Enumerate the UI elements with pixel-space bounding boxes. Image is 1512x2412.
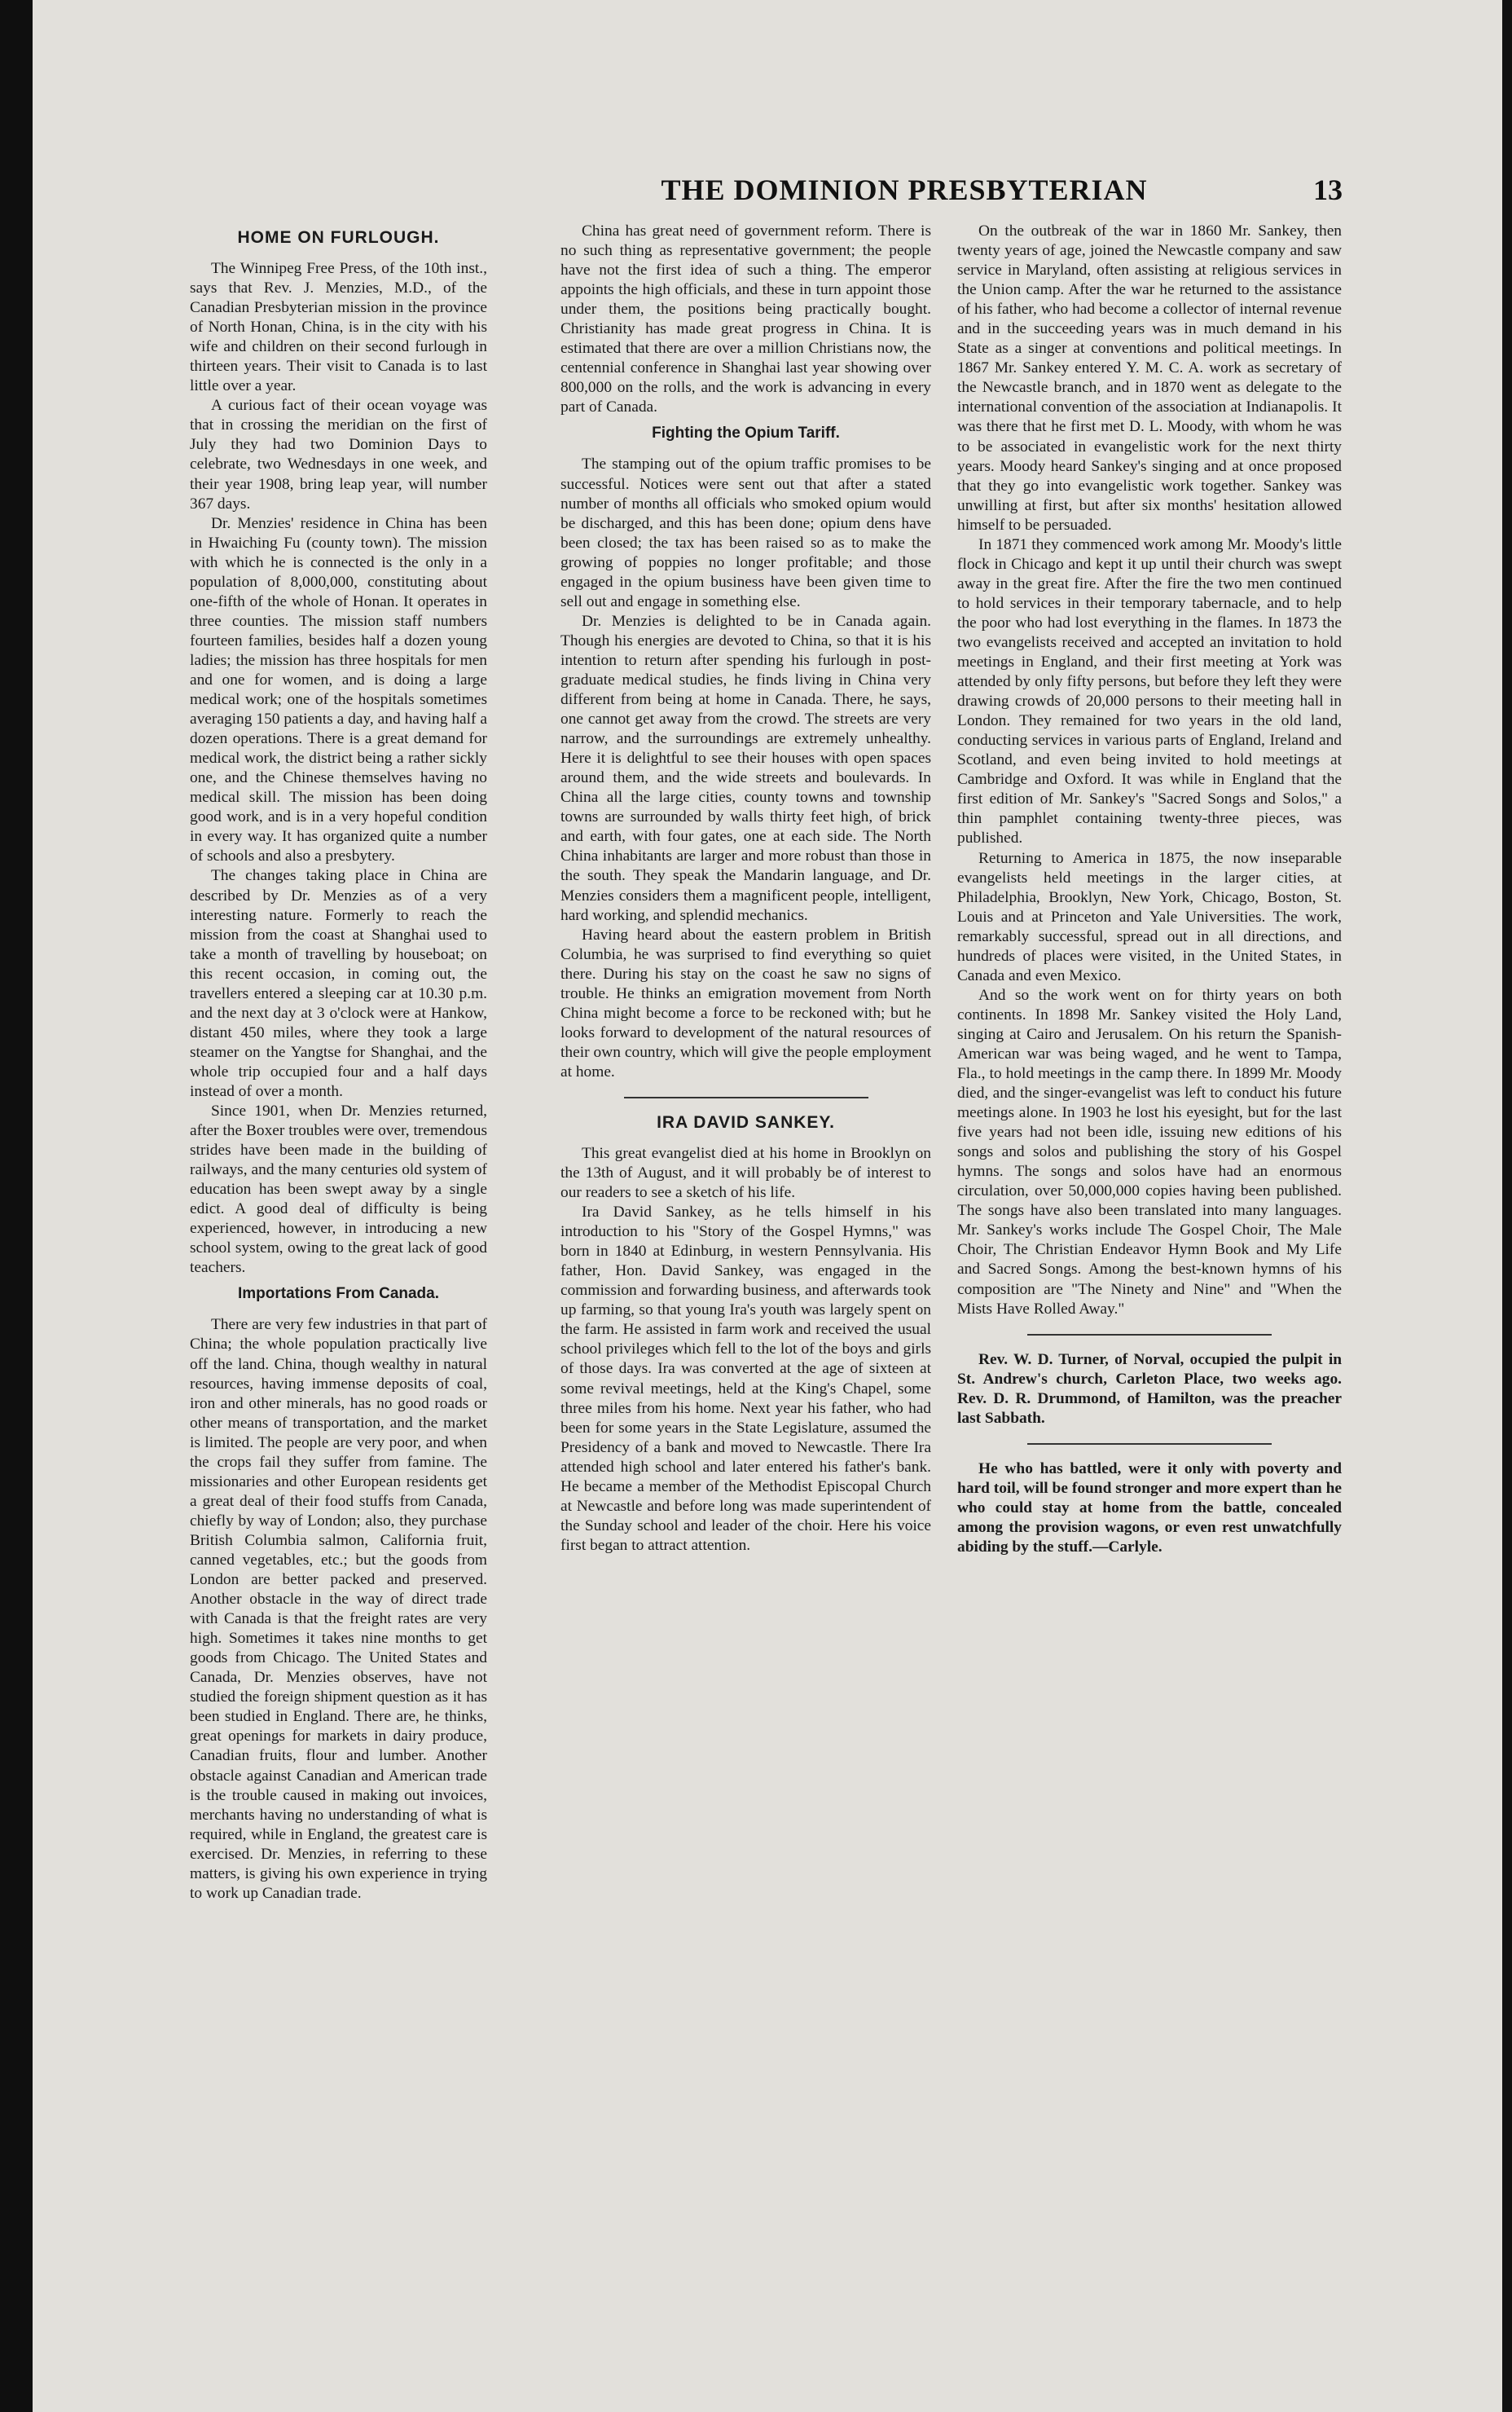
article-heading-home-on-furlough: HOME ON FURLOUGH. bbox=[237, 228, 440, 247]
right-scan-margin bbox=[1502, 0, 1512, 2412]
paragraph: A curious fact of their ocean voyage was that in crossing the meridian on the first of July they had two Dominion Days to celebrate, two Wednesdays in one week, and their year 1908, bring leap year, will number 367 days. bbox=[190, 397, 487, 513]
left-scan-margin bbox=[0, 0, 33, 2412]
section-divider bbox=[624, 1097, 868, 1098]
carlyle-quote: He who has battled, were it only with poverty and hard toil, will be found stronger and more expert than he who could stay at home from the battle, concealed among the provision wagons, or even rest unwatchfully abiding by the stuff.—Carlyle. bbox=[957, 1459, 1342, 1556]
subheading-importations: Importations From Canada. bbox=[237, 1285, 440, 1303]
article-heading-sankey: IRA DAVID SANKEY. bbox=[657, 1112, 835, 1132]
column-3 bbox=[957, 222, 1342, 1557]
paragraph: Having heard about the eastern problem in British Columbia, he was surprised to find everything so quiet there. During his stay on the coast he saw no signs of trouble. He thinks an emigration movement from North China might become a force to be reckoned with; but he looks forward to development of the natural resources of their own country, which will give the people employment at home. bbox=[560, 926, 931, 1081]
paragraph: This great evangelist died at his home in Brooklyn on the 13th of August, and it will probably be of interest to our readers to see a sketch of his life. bbox=[560, 1144, 931, 1202]
column-1 bbox=[190, 222, 487, 1904]
paragraph: The Winnipeg Free Press, of the 10th inst., says that Rev. J. Menzies, M.D., of the Canadian Presbyterian mission in the province of North Honan, China, is in the city with his wife and children on their second furlough in thirteen years. Their visit to Canada is to last little over a year. bbox=[190, 260, 487, 395]
paragraph: China has great need of government reform. There is no such thing as representative government; the people have not the first idea of such a thing. The emperor appoints the high officials, and these in turn appoint those under them, the positions being practically bought. Christianity has made great progress in China. It is estimated that there are over a million Christians now, the centennial conference in Shanghai last year showing over 800,000 on the rolls, and the work is advancing in every part of Canada. bbox=[560, 222, 931, 416]
church-notice: Rev. W. D. Turner, of Norval, occupied the pulpit in St. Andrew's church, Carleton Place, two weeks ago. Rev. D. R. Drummond, of Hamilton, was the preacher last Sabbath. bbox=[957, 1350, 1342, 1427]
section-divider bbox=[1027, 1443, 1272, 1445]
paragraph: On the outbreak of the war in 1860 Mr. Sankey, then twenty years of age, joined the Newcastle company and saw service in Maryland, often assisting at religious services in the Union camp. After the war he returned to the assistance of his father, who had become a collector of internal revenue and in the succeeding years was in much demand in his State as a singer at conventions and political meetings. In 1867 Mr. Sankey entered Y. M. C. A. work as secretary of the Newcastle branch, and in 1870 went as delegate to the international convention of the association at Indianapolis. It was there that he first met D. L. Moody, with whom he was to be associated in evangelistic work for the next thirty years. Moody heard Sankey's singing and at once proposed that they go into evangelistic work together. Sankey was unwilling at first, but after six months' hesitation allowed himself to be persuaded. bbox=[957, 222, 1342, 534]
paragraph: Dr. Menzies is delighted to be in Canada again. Though his energies are devoted to China, so that it is his intention to return after spending his furlough in post-graduate medical studies, he finds living in China very different from being at home in Canada. There, he says, one cannot get away from the crowd. The streets are very narrow, and the surroundings are extremely unhealthy. Here it is delightful to see their houses with open spaces around them, and the wide streets and boulevards. In China all the large cities, county towns and township towns are surrounded by walls thirty feet high, of brick and earth, with four gates, one at each side. The North China inhabitants are larger and more robust than those in the south. They speak the Mandarin language, and Dr. Menzies considers them a magnificent people, intelligent, hard working, and splendid mechanics. bbox=[560, 612, 931, 924]
paragraph: Ira David Sankey, as he tells himself in his introduction to his "Story of the Gospel Hymns," was born in 1840 at Edinburg, in western Pennsylvania. His father, Hon. David Sankey, was engaged in the commission and forwarding business, and afterwards took up farming, so that young Ira's youth was largely spent on the farm. He assisted in farm work and received the usual school privileges which fell to the lot of the boys and girls of those days. Ira was converted at the age of sixteen at some revival meetings, held at the King's Chapel, some three miles from his home. Next year his father, who had been for some years in the State Legislature, assumed the Presidency of a bank and moved to Newcastle. There Ira attended high school and later entered his father's bank. He became a member of the Methodist Episcopal Church at Newcastle and before long was made superintendent of the Sunday school and leader of the choir. Here his voice first began to attract attention. bbox=[560, 1204, 931, 1554]
column-2 bbox=[560, 222, 931, 1556]
masthead-title: THE DOMINION PRESBYTERIAN bbox=[661, 174, 1148, 206]
section-divider bbox=[1027, 1334, 1272, 1336]
paragraph: The stamping out of the opium traffic promises to be successful. Notices were sent out that after a stated number of months all officials who smoked opium would be discharged, and this has been done; opium dens have been closed; the tax has been raised so as to make the growing of poppies no longer profitable; and those engaged in the opium business have been given time to sell out and engage in something else. bbox=[560, 456, 931, 610]
paragraph: And so the work went on for thirty years on both continents. In 1898 Mr. Sankey visited the Holy Land, singing at Cairo and Jerusalem. On his return the Spanish-American war was being waged, and he went to Tampa, Fla., to hold meetings in the camp there. In 1899 Mr. Moody died, and the singer-evangelist was left to conduct his future meetings alone. In 1903 he lost his eyesight, but for the last five years had not been idle, issuing new editions of his songs and solos and publishing the story of his Gospel hymns. The songs and solos have had an enormous circulation, over 50,000,000 copies having been published. The songs have also been translated into many languages. Mr. Sankey's works include The Gospel Choir, The Male Choir, The Christian Endeavor Hymn Book and My Life and Sacred Songs. Among the best-known hymns of his composition are "The Ninety and Nine" and "When the Mists Have Rolled Away." bbox=[957, 986, 1342, 1318]
paragraph: The changes taking place in China are described by Dr. Menzies as of a very interesting nature. Formerly to reach the mission from the coast at Shanghai used to take a month of travelling by houseboat; on this recent occasion, in coming out, the travellers entered a sleeping car at 10.30 p.m. and the next day at 3 o'clock were at Hankow, distant 450 miles, where they took a large steamer on the Yangtse for Shanghai, and the whole trip occupied four and a half days instead of over a month. bbox=[190, 867, 487, 1100]
paragraph: There are very few industries in that part of China; the whole population practically live off the land. China, though wealthy in natural resources, having immense deposits of coal, iron and other minerals, has no good roads or other means of transportation, and the market is limited. The people are very poor, and when the crops fail they suffer from famine. The missionaries and other European residents get a great deal of their food stuffs from Canada, chiefly by way of London; also, they purchase British Columbia salmon, California fruit, canned vegetables, etc.; but the goods from London are better packed and preserved. Another obstacle in the way of direct trade with Canada is that the freight rates are very high. Sometimes it takes nine months to get goods from Chicago. The United States and Canada, Dr. Menzies observes, have not studied the foreign shipment question as it has been studied in England. There are, he thinks, great openings for markets in dairy produce, Canadian fruits, flour and lumber. Another obstacle against Canadian and American trade is the trouble caused in making out invoices, merchants having no understanding of what is required, while in England, the greatest care is exercised. Dr. Menzies, in referring to these matters, is giving his own experience in trying to work up Canadian trade. bbox=[190, 1316, 487, 1902]
page-number: 13 bbox=[1313, 174, 1343, 206]
paragraph: Dr. Menzies' residence in China has been in Hwaiching Fu (county town). The mission with which he is connected is the only in a population of 8,000,000, constituting about one-fifth of the whole of Honan. It operates in three counties. The mission staff numbers fourteen families, besides half a dozen young ladies; the mission has three hospitals for men and one for women, and is doing a large medical work; one of the hospitals sometimes averaging 150 patients a day, and having half a dozen operations. There is a great demand for medical work, the district being a rather sickly one, and the Chinese themselves having no medical skill. The mission has been doing good work, and is in a very hopeful condition in every way. It has organized quite a number of schools and also a presbytery. bbox=[190, 514, 487, 865]
paragraph: In 1871 they commenced work among Mr. Moody's little flock in Chicago and kept it up until their church was swept away in the great fire. After the fire the two men continued to hold services in their temporary tabernacle, and to help the poor who had lost everything in the flames. In 1873 the two evangelists received and accepted an invitation to hold meetings in England, and their first meeting at York was attended by only fifty persons, but before they left they were drawing crowds of 20,000 persons to their meeting hall in London. They remained for two years in the old land, conducting services in various parts of England, Ireland and Scotland, and even being invited to hold meetings at Cambridge and Oxford. It was while in England that the first edition of Mr. Sankey's "Sacred Songs and Solos," a thin pamphlet containing twenty-three pieces, was published. bbox=[957, 535, 1342, 847]
paragraph: Since 1901, when Dr. Menzies returned, after the Boxer troubles were over, tremendous strides have been made in the building of railways, and the many centuries old system of education has been swept away by a single edict. A good deal of difficulty is being experienced, however, in introducing a new school system, owing to the great lack of good teachers. bbox=[190, 1103, 487, 1277]
subheading-opium-tariff: Fighting the Opium Tariff. bbox=[652, 425, 840, 442]
paragraph: Returning to America in 1875, the now inseparable evangelists held meetings in the larger cities, at Philadelphia, Brooklyn, New York, Chicago, Boston, St. Louis and at Princeton and Yale Universities. The work, remarkably successful, spread out in all directions, and hundreds of places were visited, in the United States, in Canada and even Mexico. bbox=[957, 849, 1342, 984]
